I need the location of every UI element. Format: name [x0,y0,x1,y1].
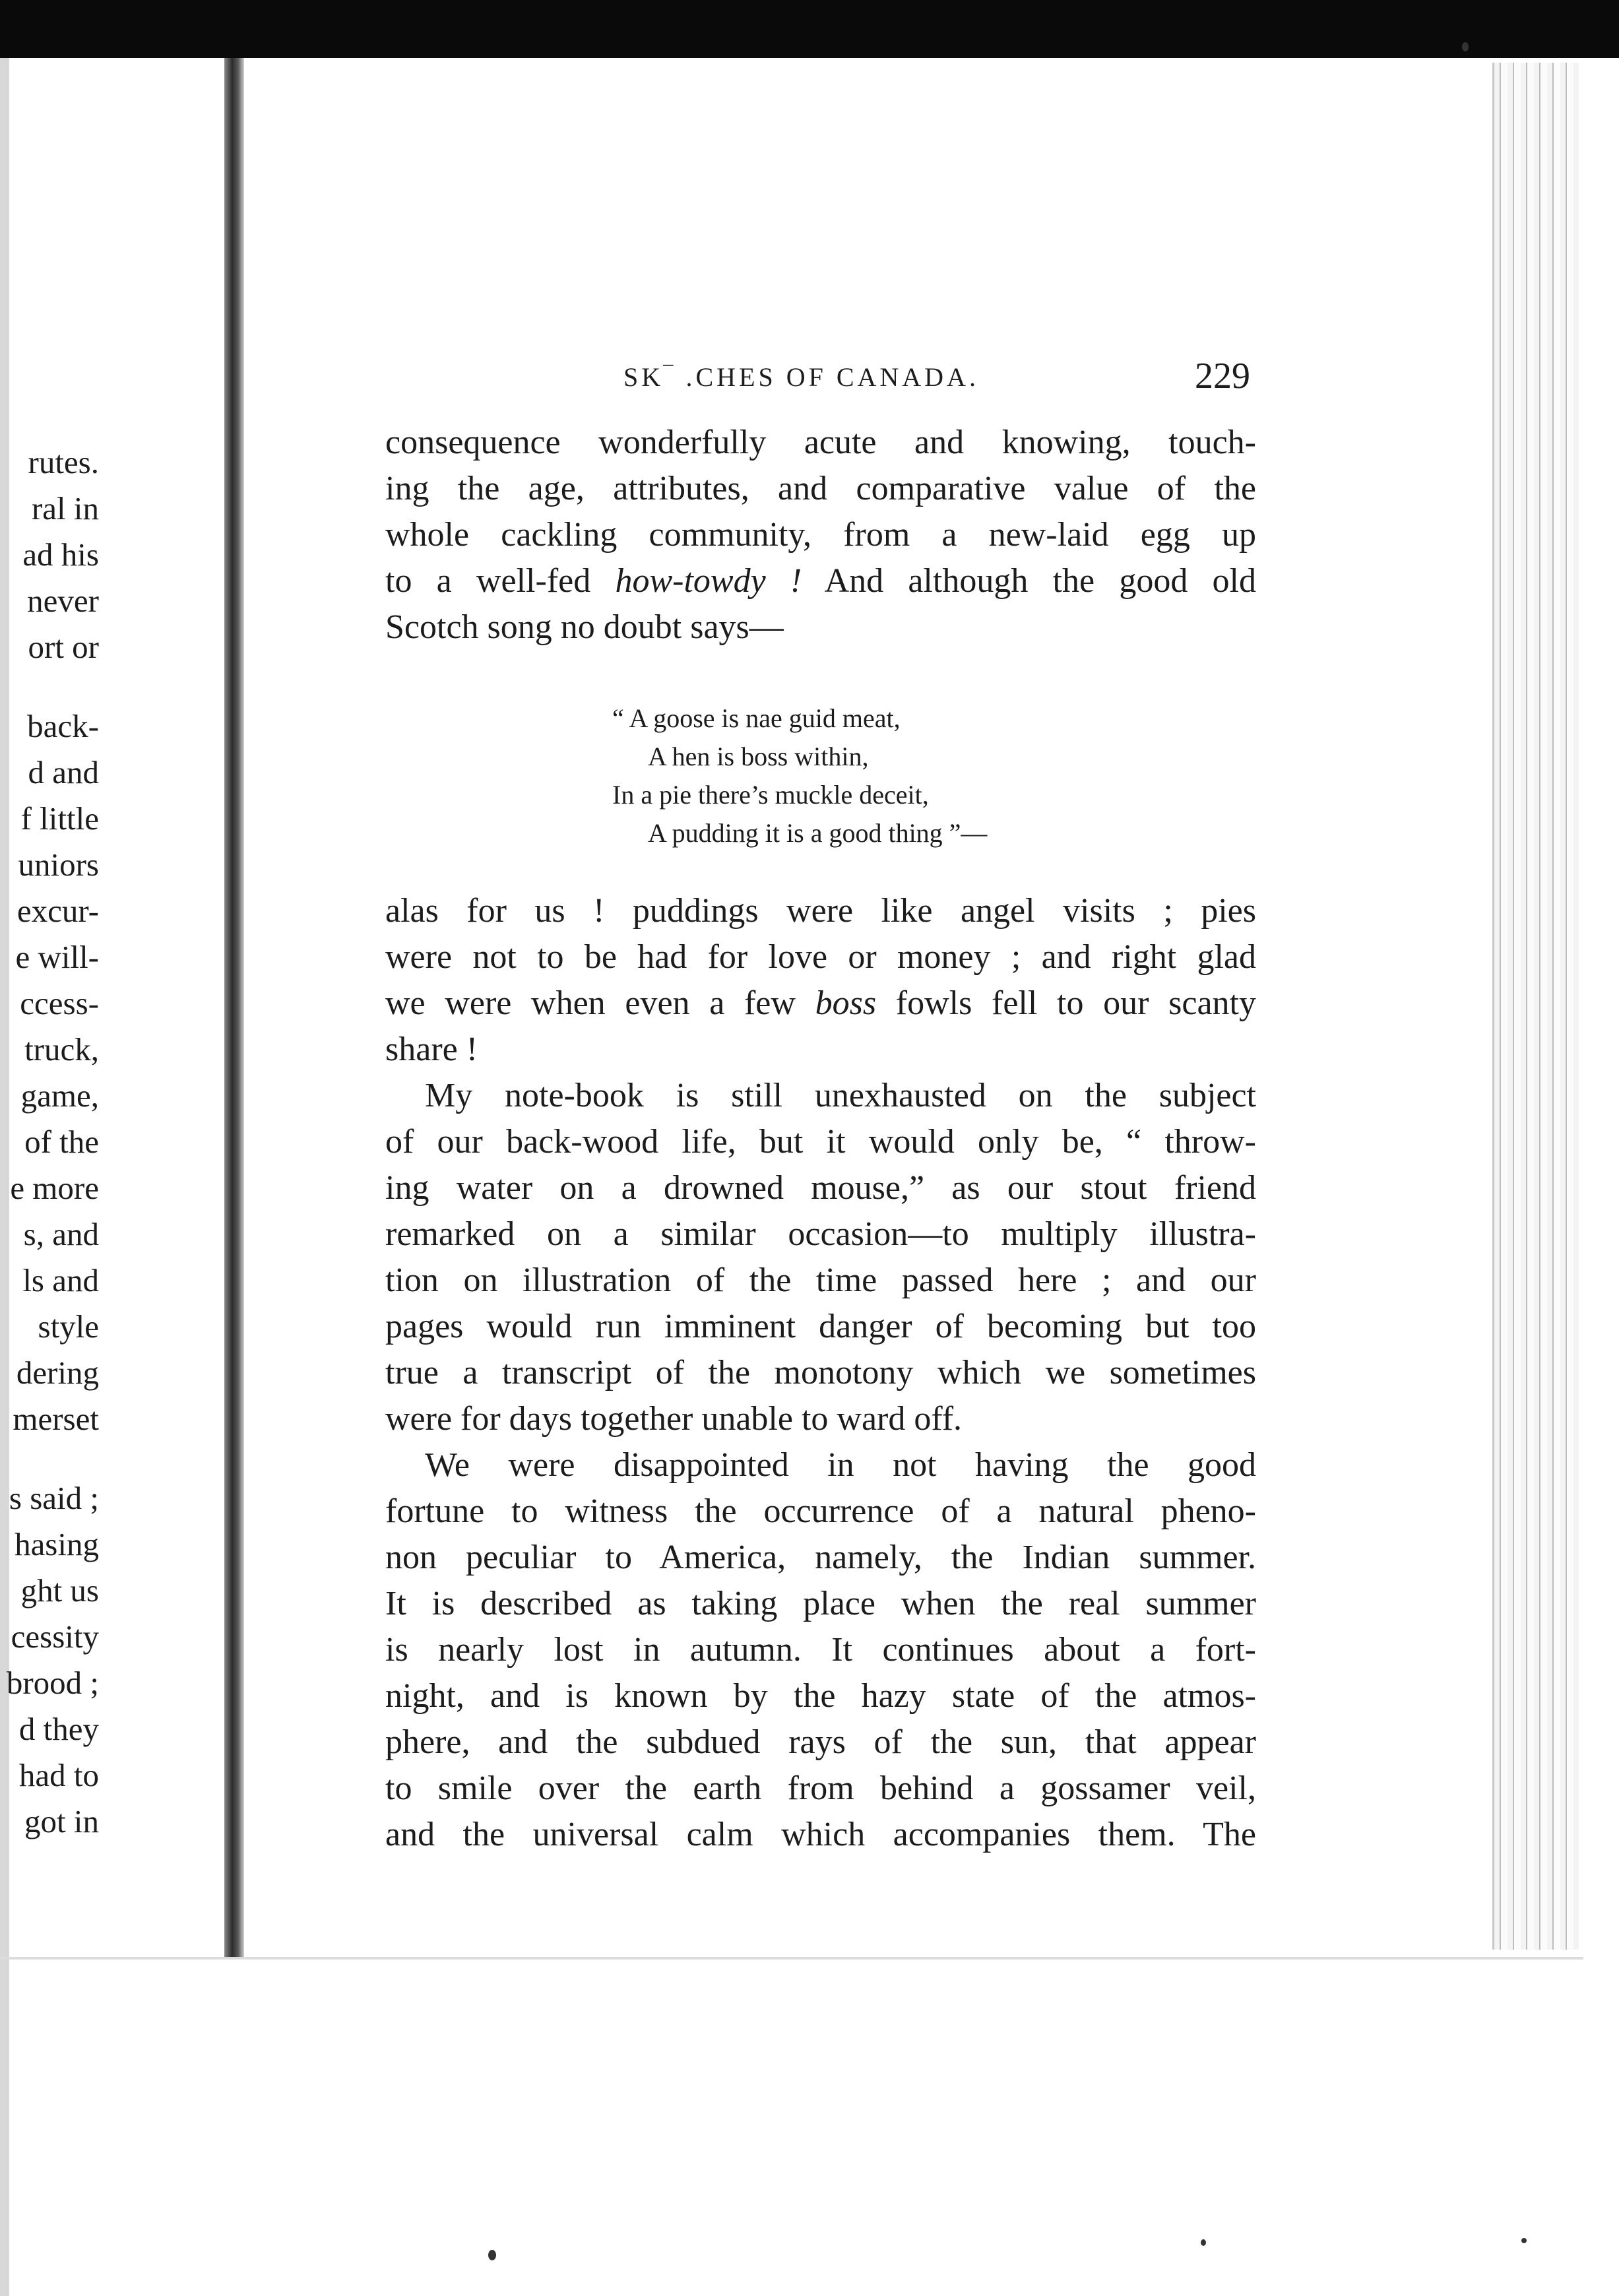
facing-page-fragment: never [27,583,99,619]
facing-page-fragment: hasing [15,1526,99,1562]
facing-page-fragment: f little [20,800,99,837]
facing-page-text [0,446,99,1884]
text-line: of our back-wood life, but it would only be, “ throw- [385,1123,1256,1161]
facing-page-fragment: e more [10,1170,99,1206]
facing-page-fragment: truck, [24,1031,99,1068]
scan-speck [488,2250,496,2260]
facing-page-fragment: cessity [11,1618,99,1655]
text-line: phere, and the subdued rays of the sun, that appear [385,1723,1256,1761]
text-line: were not to be had for love or money ; and right glad [385,938,1256,976]
facing-page-fragment: rutes. [28,446,99,480]
italic-term: how-towdy ! [615,562,802,600]
text-line: alas for us ! puddings were like angel visits ; pies [385,892,1256,930]
facing-page-fragment: ght us [20,1572,99,1609]
facing-page-fragment: s said ; [9,1480,99,1516]
facing-page-fragment: style [38,1308,99,1345]
text-line: and the universal calm which accompanies them. The [385,1816,1256,1853]
facing-page-fragment: ccess- [20,985,99,1021]
facing-page-fragment: merset [13,1401,99,1437]
page-stack-edges [1492,63,1579,1950]
facing-page-fragment: uniors [18,846,99,883]
verse-line: “ A goose is nae guid meat, [612,703,901,733]
text-line: It is described as taking place when the real summer [385,1585,1256,1622]
text-line: ing the age, attributes, and comparative value of the [385,470,1256,507]
facing-page-fragment: ls and [22,1262,99,1298]
facing-page-fragment: excur- [16,893,99,929]
facing-page-fragment: got in [24,1803,99,1839]
verse-quotation [612,699,1114,852]
facing-page-fragment: of the [24,1124,99,1160]
text-line: we were when even a few boss fowls fell to our scanty [385,984,1257,1022]
text-line: ing water on a drowned mouse,” as our stout friend [385,1169,1256,1207]
book-gutter [224,58,244,1958]
facing-page-fragment: s, and [23,1216,99,1252]
text-line: were for days together unable to ward off. [385,1400,963,1438]
text-line: whole cackling community, from a new-laid egg up [385,516,1256,554]
text-block-upper [385,420,1256,651]
text-line: to a well-fed how-towdy ! And although the good old [385,562,1256,600]
page-number: 229 [1195,356,1250,397]
facing-page-fragment: game, [20,1077,99,1114]
text-block-lower [385,888,1256,1858]
facing-page-fragment: ral in [31,490,99,526]
facing-page-fragment: ort or [28,629,99,665]
running-title: SK‾ .CHES OF CANADA. [623,362,979,392]
facing-page-fragment: dering [16,1355,99,1391]
facing-page-fragment: back- [27,708,99,744]
text-line: night, and is known by the hazy state of the atmos- [385,1677,1256,1715]
facing-page-fragment: e will- [15,939,99,975]
italic-term: boss [815,984,877,1022]
scan-top-border [0,0,1619,58]
text-line: is nearly lost in autumn. It continues about a fort- [385,1631,1256,1669]
scan-speck [1462,42,1469,51]
text-line: Scotch song no doubt says— [385,608,784,646]
text-line: tion on illustration of the time passed here ; and our [385,1261,1256,1299]
verse-line: A hen is boss within, [648,742,869,771]
text-line: pages would run imminent danger of becoming but too [385,1308,1256,1345]
text-line: consequence wonderfully acute and knowing, touch- [385,424,1256,461]
scan-speck [1201,2239,1206,2246]
facing-page-fragment: had to [18,1757,99,1793]
text-line: to smile over the earth from behind a gossamer veil, [385,1770,1256,1807]
facing-page-fragment: d and [28,754,99,790]
verse-line: In a pie there’s muckle deceit, [612,780,929,810]
text-line: We were disappointed in not having the good [425,1446,1256,1484]
text-line: fortune to witness the occurrence of a natural pheno- [385,1492,1256,1530]
facing-page-fragment: brood ; [6,1665,99,1701]
text-line: non peculiar to America, namely, the Indian summer. [385,1539,1256,1576]
running-header [383,355,1267,401]
scan-speck [1521,2238,1527,2243]
facing-page-fragment: d they [18,1711,99,1747]
verse-line: A pudding it is a good thing ”— [648,818,988,848]
text-line: My note-book is still unexhausted on the subject [425,1077,1256,1114]
text-line: share ! [385,1031,478,1068]
text-line: remarked on a similar occasion—to multiply illustra- [385,1215,1256,1253]
facing-page-fragment: ad his [22,536,99,573]
text-line: true a transcript of the monotony which we sometimes [385,1354,1256,1391]
page-bottom-edge [0,1957,1583,1960]
